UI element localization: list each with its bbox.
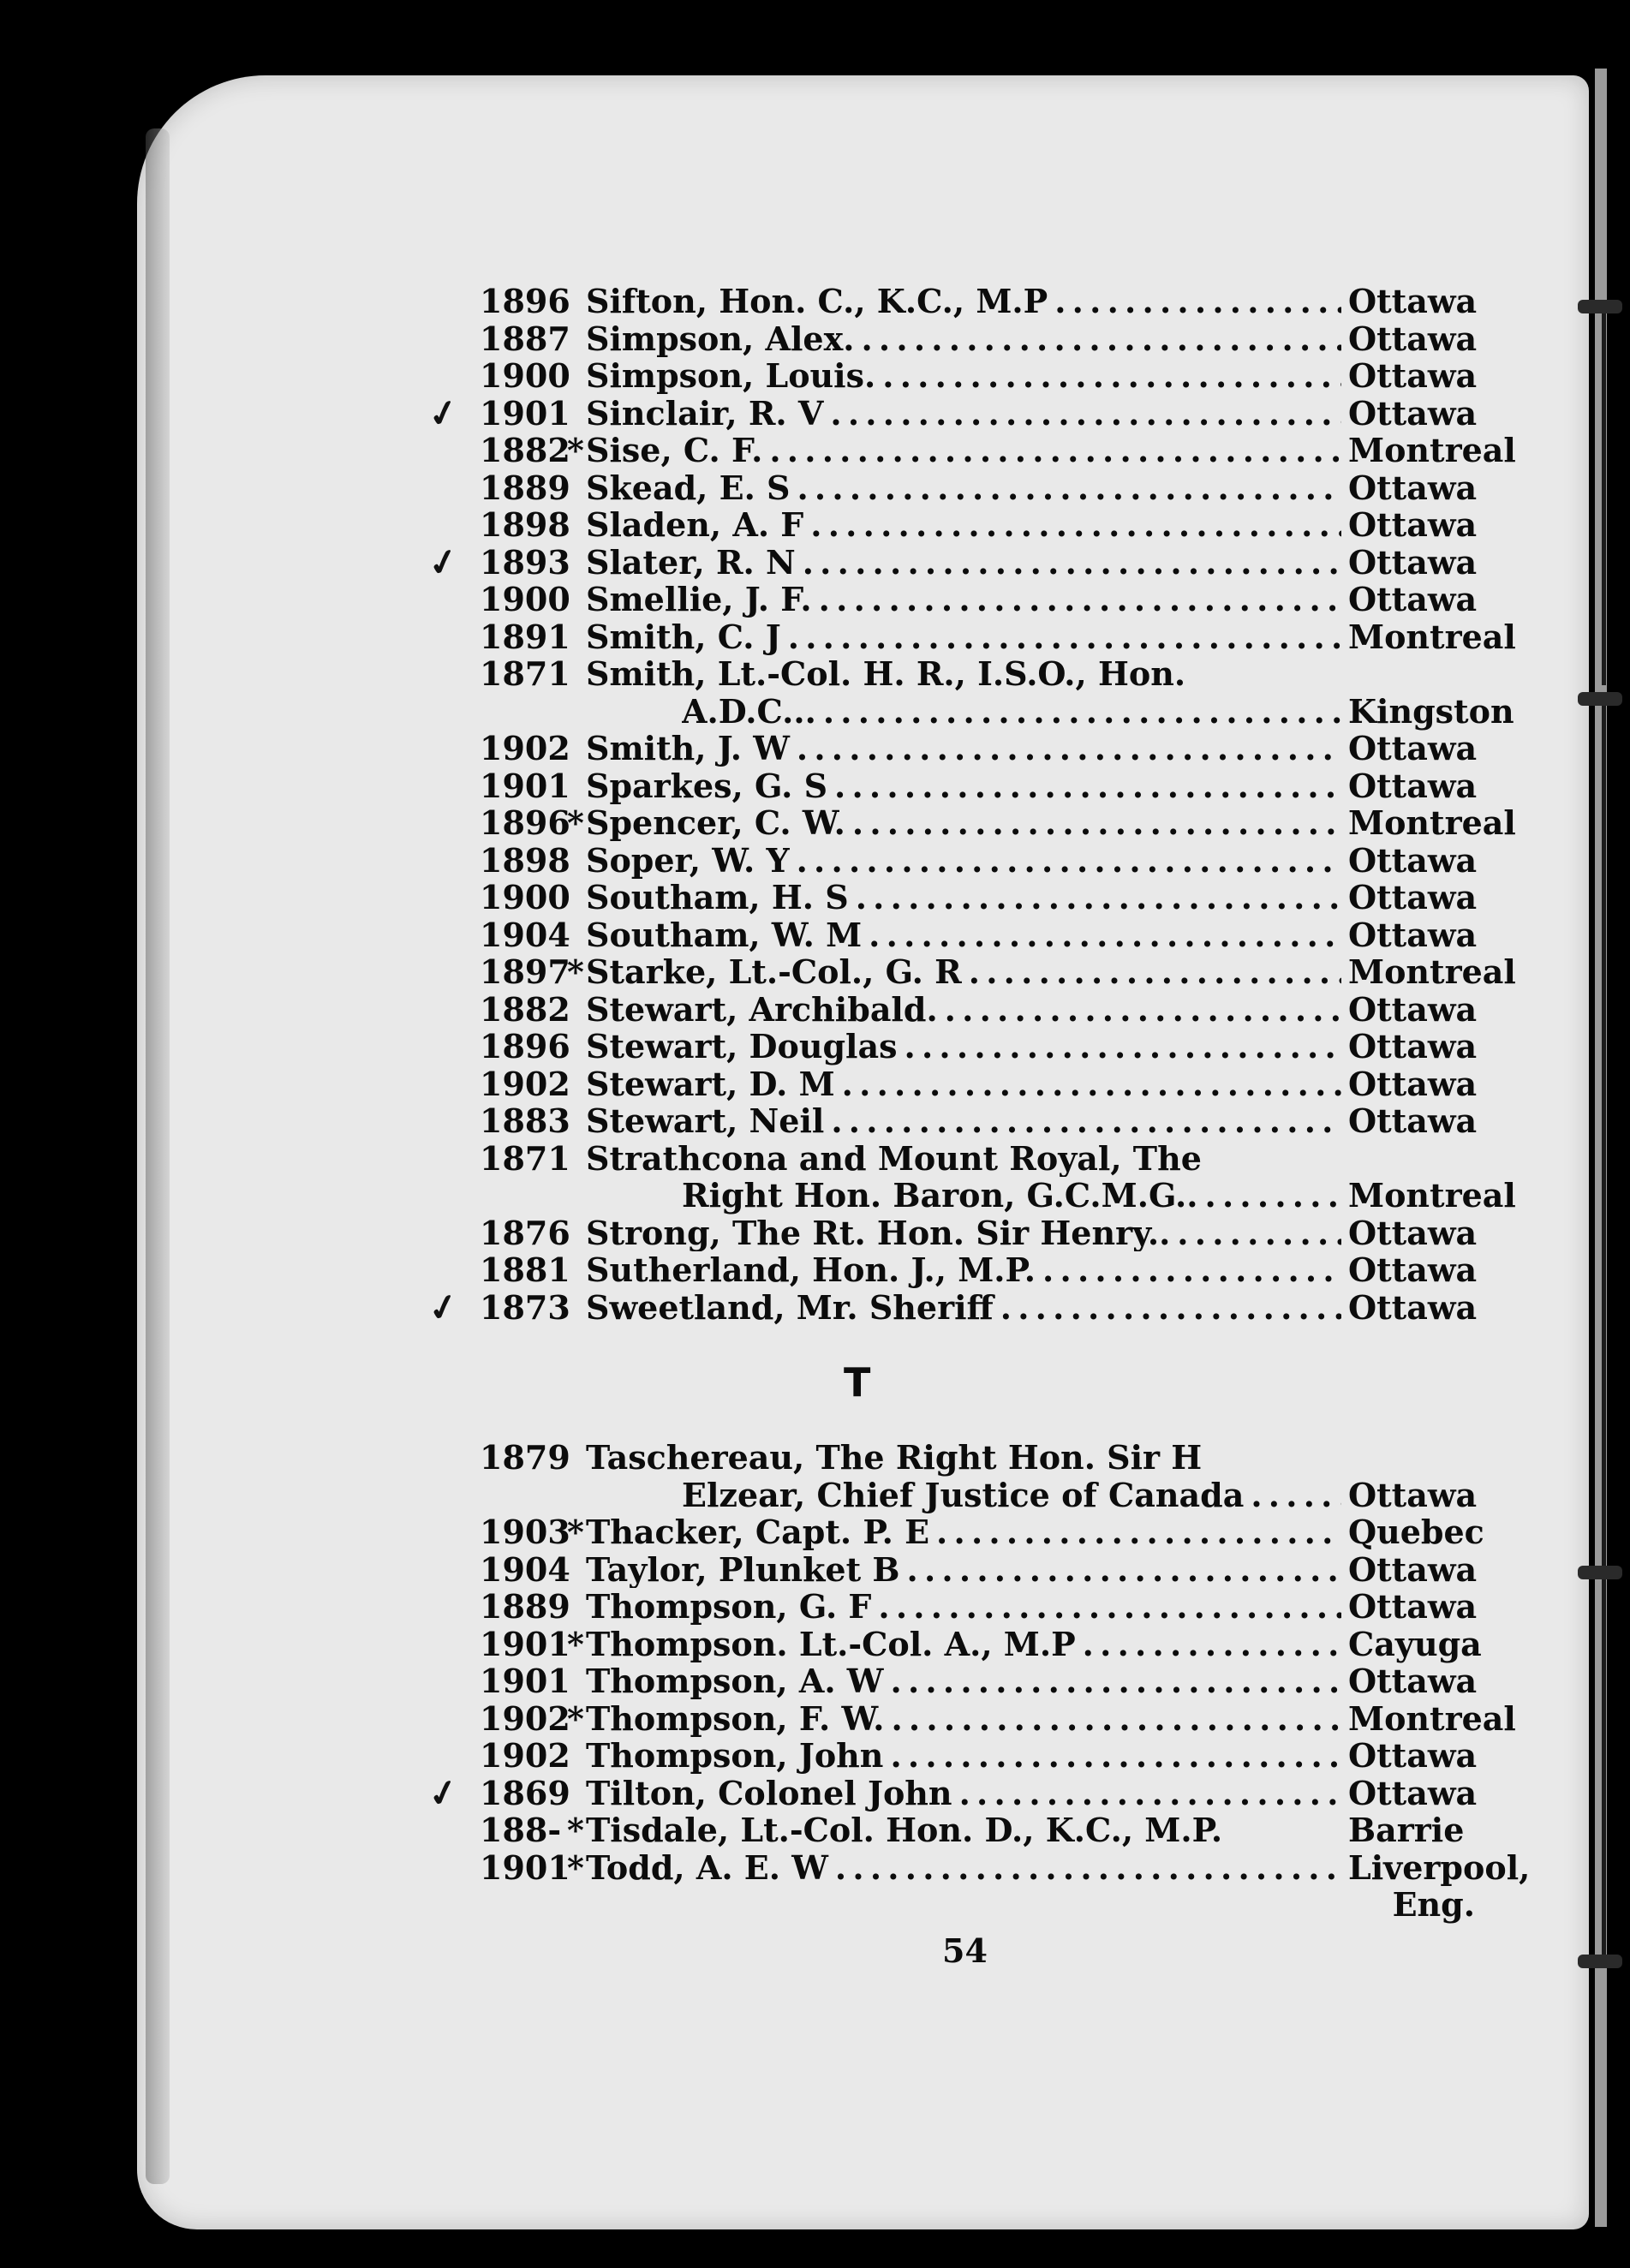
entry-name (586, 1588, 1341, 1626)
list-item (480, 431, 1516, 469)
list-item (480, 1588, 1490, 1626)
entry-name (586, 581, 1341, 618)
entry-place: Ottawa (1348, 840, 1478, 880)
list-item (480, 320, 1490, 358)
entry-place: Montreal (1348, 952, 1516, 991)
list-item (480, 952, 1516, 991)
entry-name-text (586, 1886, 593, 1924)
entry-place: Montreal (1348, 617, 1516, 656)
list-item (480, 357, 1490, 395)
list-item (480, 842, 1490, 880)
entry-asterisk: * (567, 1811, 584, 1849)
list-item (480, 803, 1516, 842)
entry-name-text: Todd, A. E. W (586, 1848, 828, 1886)
entry-place: Ottawa (1348, 542, 1478, 582)
entry-year: 1901 (480, 1624, 570, 1663)
entry-year: 1901 (480, 1662, 570, 1700)
list-item (480, 1065, 1490, 1103)
list-item (480, 1737, 1490, 1775)
entry-name (586, 1289, 1341, 1327)
binding-tie (1578, 300, 1622, 313)
list-item (424, 538, 1490, 586)
entry-name (586, 1251, 1341, 1289)
handwritten-check-mark: ✓ (424, 389, 463, 437)
list-item (480, 991, 1490, 1029)
entry-name-text: Smith, C. J (586, 618, 781, 655)
entry-name (586, 544, 1341, 582)
entry-name (586, 953, 1341, 991)
entry-name (586, 730, 1341, 767)
binding-tie (1578, 692, 1622, 706)
entry-name-text: Simpson, Louis. (586, 357, 876, 395)
entry-year: 1887 (480, 319, 570, 358)
entry-place: Ottawa (1348, 1773, 1478, 1812)
entry-asterisk: * (567, 1847, 584, 1887)
list-item (480, 730, 1490, 767)
list-item (480, 581, 1490, 618)
entry-place: Ottawa (1348, 319, 1478, 358)
entry-year: 1900 (480, 878, 570, 916)
entry-asterisk: * (567, 1624, 584, 1663)
entry-asterisk: * (567, 803, 584, 842)
entry-name (586, 1662, 1341, 1700)
entry-year: 1900 (480, 356, 570, 395)
entry-name-text: Stewart, Douglas (586, 1028, 898, 1065)
handwritten-check-mark: ✓ (424, 538, 463, 586)
list-item (480, 1698, 1516, 1738)
entry-year: 1871 (480, 1138, 570, 1178)
entry-year: 1902 (480, 1064, 570, 1103)
entry-name (586, 916, 1341, 954)
entry-year: 1897 (480, 952, 570, 991)
entry-place: Ottawa (1348, 878, 1478, 916)
list-item (480, 1513, 1490, 1551)
entry-place: Ottawa (1348, 1587, 1478, 1626)
entry-name-text: Strathcona and Mount Royal, The (586, 1139, 1202, 1177)
list-item (424, 1283, 1490, 1331)
entry-name (682, 1477, 1341, 1514)
entry-name-text: Tilton, Colonel John (586, 1774, 952, 1811)
entry-place: Ottawa (1348, 1549, 1478, 1589)
list-item (480, 283, 1490, 320)
list-item (480, 767, 1490, 805)
entry-place: Ottawa (1348, 1064, 1478, 1103)
entry-name-text: A.D.C... (682, 692, 816, 730)
entry-name-text: Stewart, Neil (586, 1102, 825, 1140)
entry-year: 1889 (480, 468, 570, 507)
entry-name (586, 879, 1341, 916)
entry-name (586, 320, 1341, 358)
entry-name-text: Smith, J. W (586, 730, 790, 767)
list-item (480, 655, 1490, 693)
entry-asterisk: * (567, 952, 584, 991)
directory-list-t (424, 1438, 1531, 1924)
entry-name-text: Soper, W. Y (586, 841, 790, 879)
entry-place: Ottawa (1348, 1662, 1478, 1700)
list-item (480, 1028, 1490, 1065)
list-item (480, 469, 1490, 507)
entry-name-text: Elzear, Chief Justice of Canada (682, 1476, 1245, 1513)
entry-name (586, 991, 1341, 1029)
entry-year: 1904 (480, 915, 570, 954)
list-item (480, 1626, 1490, 1663)
entry-year: 1881 (480, 1250, 570, 1289)
entry-year: 1871 (480, 654, 570, 693)
entry-name (586, 432, 1341, 469)
entry-year: 1901 (480, 766, 570, 805)
list-item (480, 1886, 1490, 1924)
list-item (480, 1662, 1490, 1700)
entry-name-text: Sparkes, G. S (586, 767, 828, 804)
entry-name-text: Skead, E. S (586, 469, 791, 506)
list-item (480, 1847, 1531, 1887)
entry-year: 1902 (480, 729, 570, 767)
binding-tie (1578, 1955, 1622, 1968)
entry-name (682, 1177, 1341, 1215)
entry-place: Ottawa (1348, 356, 1478, 395)
list-item (480, 1439, 1490, 1477)
section-heading-t: T (844, 1359, 871, 1406)
entry-name-text: Strong, The Rt. Hon. Sir Henry.. (586, 1214, 1171, 1251)
entry-place: Montreal (1348, 803, 1516, 842)
entry-place: Cayuga (1348, 1624, 1482, 1663)
entry-name (586, 1065, 1341, 1103)
entry-name (586, 1028, 1341, 1065)
entry-year: 1891 (480, 617, 570, 656)
entry-place: Barrie (1348, 1811, 1465, 1849)
entry-year: 1901 (480, 1847, 570, 1887)
entry-place: Ottawa (1348, 468, 1478, 507)
entry-year: 1896 (480, 803, 570, 842)
page-gutter-shadow (146, 128, 170, 2184)
entry-place: Ottawa (1348, 1250, 1478, 1289)
entry-place: Ottawa (1348, 393, 1478, 433)
list-item (480, 1215, 1490, 1252)
entry-name (586, 1102, 1341, 1140)
entry-name (586, 804, 1341, 842)
entry-name (586, 395, 1341, 433)
entry-place: Ottawa (1348, 729, 1478, 767)
entry-name-text: Southam, H. S (586, 879, 849, 916)
list-item (424, 1769, 1490, 1817)
entry-name-text: Sutherland, Hon. J., M.P. (586, 1251, 1036, 1289)
entry-name-text: Thompson, John (586, 1737, 884, 1775)
entry-place: Montreal (1348, 1698, 1516, 1738)
entry-name (586, 767, 1341, 805)
list-item (424, 389, 1490, 437)
list-item (480, 1140, 1490, 1178)
binding-thread (1602, 1576, 1606, 1961)
entry-name (586, 1775, 1341, 1812)
entry-place: Ottawa (1348, 282, 1478, 320)
entry-name (586, 1849, 1341, 1887)
entry-place: Ottawa (1348, 1027, 1478, 1065)
list-item (480, 1176, 1516, 1215)
entry-name (682, 693, 1341, 731)
entry-place: Ottawa (1348, 989, 1478, 1029)
entry-name-text: Tisdale, Lt.-Col. Hon. D., K.C., M.P. (586, 1811, 1223, 1849)
page-number: 54 (942, 1931, 988, 1970)
binding-tie (1578, 1566, 1622, 1579)
entry-place: Ottawa (1348, 1101, 1478, 1140)
entry-year: 1893 (480, 542, 570, 582)
entry-year: 1902 (480, 1736, 570, 1775)
entry-name (586, 1513, 1341, 1551)
entry-name (586, 1215, 1341, 1252)
entry-asterisk: * (567, 1513, 584, 1551)
entry-name-text: Thacker, Capt. P. E (586, 1513, 930, 1551)
entry-year: 1876 (480, 1213, 570, 1252)
entry-name (586, 357, 1341, 395)
entry-name (586, 1886, 1341, 1924)
entry-place: Ottawa (1348, 766, 1478, 805)
entry-name (586, 1700, 1341, 1738)
binding-thread (1602, 702, 1606, 1567)
entry-name-text: Thompson. Lt.-Col. A., M.P (586, 1625, 1076, 1662)
entry-name-text: Starke, Lt.-Col., G. R (586, 953, 962, 991)
entry-name (586, 1737, 1341, 1775)
entry-name-text: Right Hon. Baron, G.C.M.G.. (682, 1177, 1198, 1215)
binding-thread (1602, 308, 1606, 685)
entry-year: 1900 (480, 580, 570, 618)
entry-year: 1882 (480, 431, 570, 469)
entry-year: 1879 (480, 1438, 570, 1477)
list-item (480, 1477, 1490, 1514)
entry-place: Montreal (1348, 1176, 1516, 1215)
entry-name-text: Thompson, F. W. (586, 1699, 885, 1737)
entry-place: Ottawa (1348, 1475, 1478, 1514)
entry-name-text: Slater, R. N (586, 543, 796, 581)
entry-place: Montreal (1348, 431, 1516, 469)
entry-name (586, 618, 1341, 656)
entry-year: 1901 (480, 393, 570, 433)
entry-place: Ottawa (1348, 1213, 1478, 1252)
entry-name-text: Taschereau, The Right Hon. Sir H (586, 1439, 1203, 1477)
handwritten-check-mark: ✓ (424, 1769, 463, 1817)
list-item (480, 617, 1516, 656)
entry-place: Quebec (1348, 1513, 1484, 1551)
entry-name (586, 1140, 1341, 1178)
entry-name-text: Sweetland, Mr. Sheriff (586, 1288, 994, 1326)
entry-name-text: Stewart, Archibald. (586, 990, 938, 1028)
list-item (480, 916, 1490, 954)
entry-place: Ottawa (1348, 580, 1478, 618)
entry-year: 1898 (480, 840, 570, 880)
entry-place: Ottawa (1348, 1736, 1478, 1775)
entry-asterisk: * (567, 1698, 584, 1738)
list-item (480, 1251, 1490, 1289)
entry-name (586, 506, 1341, 544)
entry-name-text: Southam, W. M (586, 916, 863, 953)
entry-year: 1903 (480, 1513, 570, 1551)
entry-place: Ottawa (1348, 915, 1478, 954)
entry-name-text: Thompson, A. W (586, 1662, 884, 1700)
entry-year: 1883 (480, 1101, 570, 1140)
directory-list-s (424, 282, 1516, 1331)
list-item (480, 1811, 1490, 1849)
list-item (480, 1102, 1490, 1140)
entry-year: 1904 (480, 1549, 570, 1589)
entry-name (586, 1439, 1341, 1477)
entry-year: 1902 (480, 1698, 570, 1738)
list-item (480, 1551, 1490, 1589)
entry-place: Ottawa (1348, 1287, 1478, 1327)
entry-name (586, 283, 1341, 320)
entry-name (586, 1626, 1341, 1663)
entry-name-text: Stewart, D. M (586, 1065, 835, 1102)
entry-name (586, 842, 1341, 880)
entry-name-text: Sise, C. F. (586, 432, 763, 469)
entry-year: 1896 (480, 1027, 570, 1065)
entry-year: 1896 (480, 282, 570, 320)
entry-year: 1869 (480, 1773, 570, 1812)
entry-name-text: Sifton, Hon. C., K.C., M.P (586, 283, 1048, 320)
entry-name (586, 1811, 1341, 1849)
entry-name-text: Sladen, A. F (586, 506, 804, 544)
entry-name-text: Sinclair, R. V (586, 394, 824, 432)
entry-name-text: Thompson, G. F (586, 1588, 872, 1626)
entry-name-text: Taylor, Plunket B (586, 1550, 900, 1588)
list-item (480, 691, 1514, 731)
entry-year: 1889 (480, 1587, 570, 1626)
entry-name-text: Spencer, C. W. (586, 804, 845, 842)
entry-place: Ottawa (1348, 505, 1478, 544)
entry-place: Liverpool, (1348, 1847, 1531, 1887)
entry-year: 1873 (480, 1287, 570, 1327)
entry-asterisk: * (567, 431, 584, 469)
handwritten-check-mark: ✓ (424, 1283, 463, 1331)
entry-year: 188- (480, 1811, 562, 1849)
entry-year: 1898 (480, 505, 570, 544)
entry-name-text: Smellie, J. F. (586, 581, 812, 618)
entry-name (586, 655, 1341, 693)
entry-place: Kingston (1348, 691, 1514, 731)
entry-name (586, 469, 1341, 507)
list-item (480, 879, 1490, 916)
entry-name-text: Smith, Lt.-Col. H. R., I.S.O., Hon. (586, 655, 1186, 693)
entry-name-text: Simpson, Alex. (586, 319, 855, 357)
entry-year: 1882 (480, 989, 570, 1029)
entry-place-continued: Eng. (1392, 1885, 1475, 1924)
list-item (480, 506, 1490, 544)
entry-name (586, 1551, 1341, 1589)
